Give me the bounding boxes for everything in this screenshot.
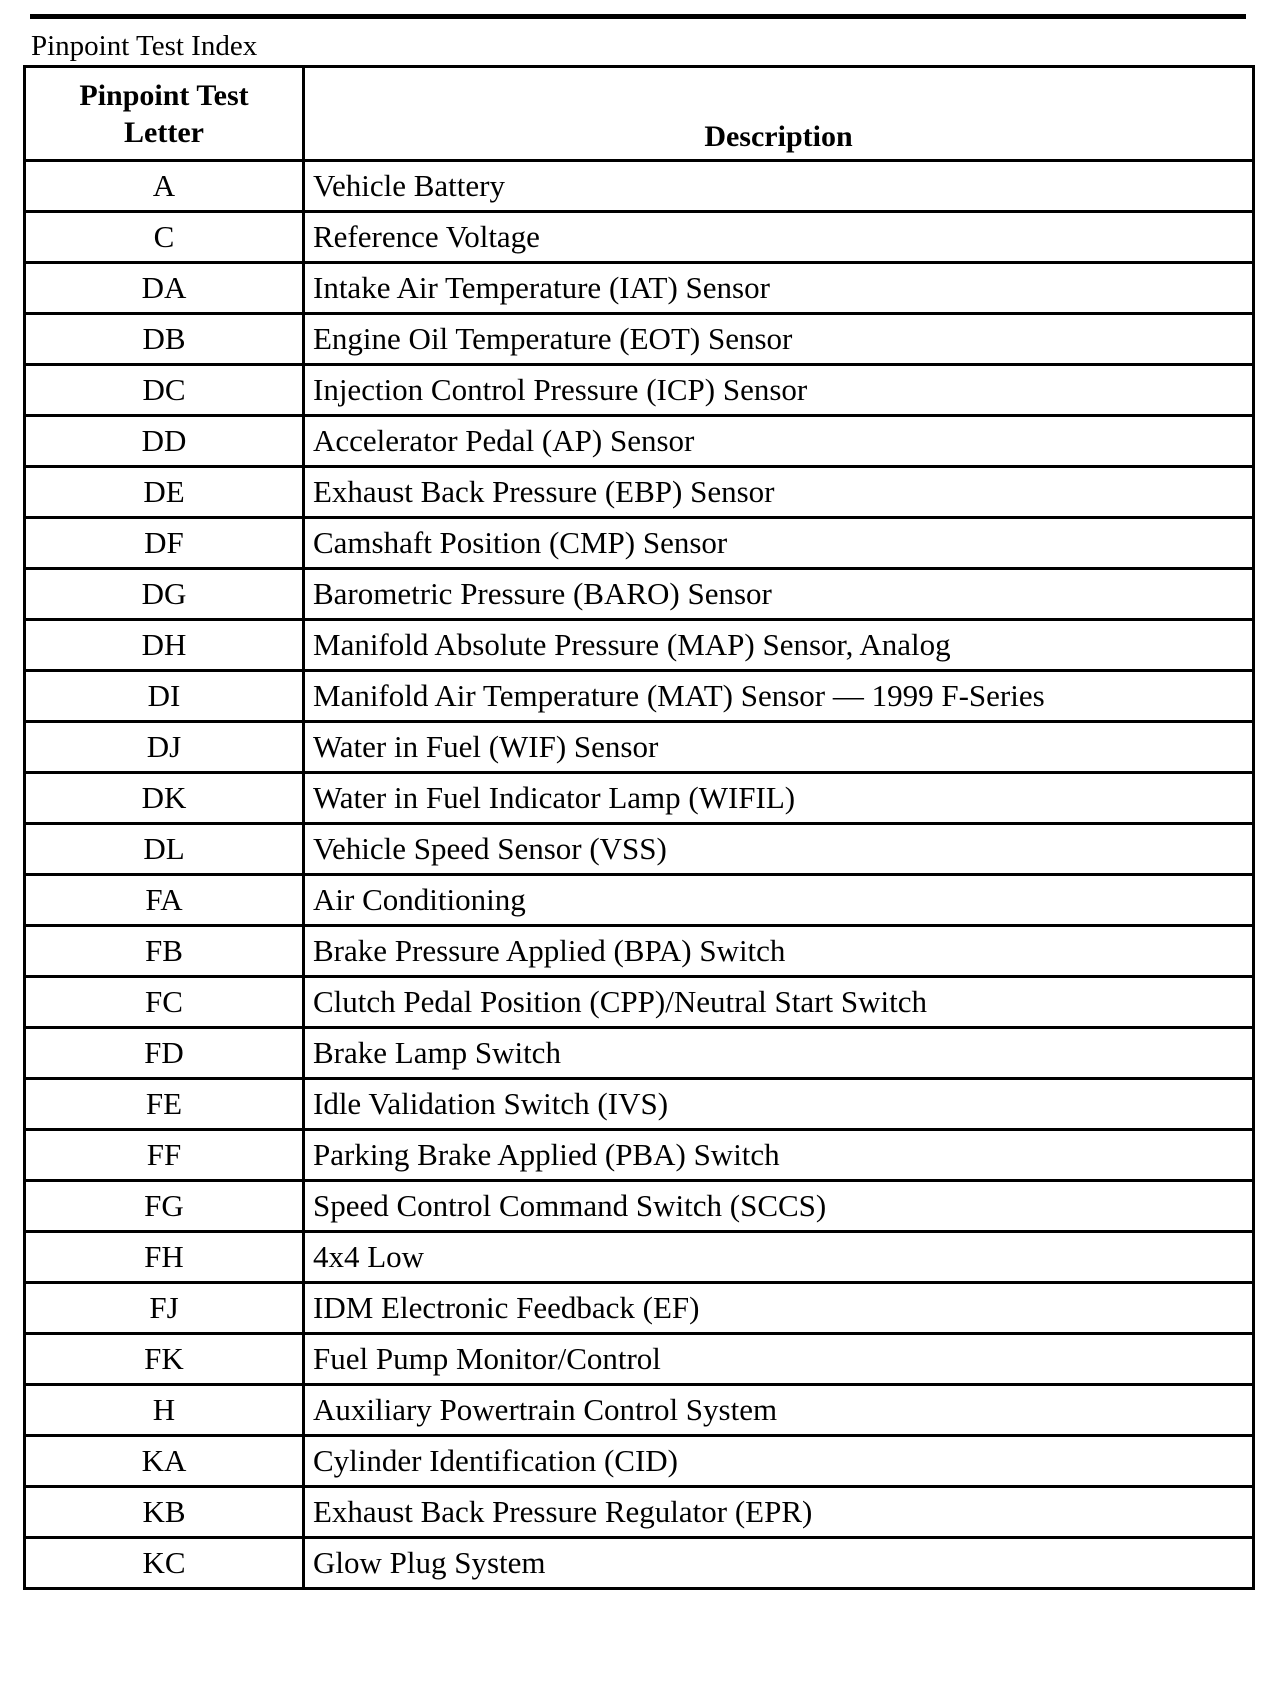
table-row [25, 1232, 1254, 1283]
description-cell: IDM Electronic Feedback (EF) [304, 1283, 1254, 1334]
description-cell: Clutch Pedal Position (CPP)/Neutral Start Switch [304, 977, 1254, 1028]
table-row [25, 569, 1254, 620]
header-description: Description [304, 67, 1254, 161]
table-row [25, 1283, 1254, 1334]
description-cell: Auxiliary Powertrain Control System [304, 1385, 1254, 1436]
description-cell: Accelerator Pedal (AP) Sensor [304, 416, 1254, 467]
table-row [25, 824, 1254, 875]
test-letter-cell: DG [25, 569, 304, 620]
description-cell: Air Conditioning [304, 875, 1254, 926]
description-cell: Intake Air Temperature (IAT) Sensor [304, 263, 1254, 314]
test-letter-cell: KB [25, 1487, 304, 1538]
description-cell: Fuel Pump Monitor/Control [304, 1334, 1254, 1385]
table-row [25, 1385, 1254, 1436]
table-row [25, 1181, 1254, 1232]
table-row [25, 416, 1254, 467]
table-row [25, 1436, 1254, 1487]
description-cell: Water in Fuel (WIF) Sensor [304, 722, 1254, 773]
top-rule [30, 14, 1246, 19]
test-letter-cell: DK [25, 773, 304, 824]
test-letter-cell: FC [25, 977, 304, 1028]
table-row [25, 620, 1254, 671]
table-row [25, 875, 1254, 926]
header-letter-line-1: Pinpoint Test [79, 78, 249, 112]
description-cell: Vehicle Battery [304, 161, 1254, 212]
description-cell: 4x4 Low [304, 1232, 1254, 1283]
description-cell: Vehicle Speed Sensor (VSS) [304, 824, 1254, 875]
description-cell: Brake Lamp Switch [304, 1028, 1254, 1079]
test-letter-cell: FA [25, 875, 304, 926]
description-cell: Injection Control Pressure (ICP) Sensor [304, 365, 1254, 416]
table-row [25, 722, 1254, 773]
description-cell: Water in Fuel Indicator Lamp (WIFIL) [304, 773, 1254, 824]
table-row [25, 977, 1254, 1028]
description-cell: Idle Validation Switch (IVS) [304, 1079, 1254, 1130]
table-row [25, 671, 1254, 722]
test-letter-cell: H [25, 1385, 304, 1436]
test-letter-cell: DC [25, 365, 304, 416]
table-row [25, 161, 1254, 212]
test-letter-cell: C [25, 212, 304, 263]
test-letter-cell: FD [25, 1028, 304, 1079]
header-row [25, 67, 1254, 161]
description-cell: Manifold Absolute Pressure (MAP) Sensor, Analog [304, 620, 1254, 671]
table-row [25, 314, 1254, 365]
test-letter-cell: A [25, 161, 304, 212]
test-letter-cell: FH [25, 1232, 304, 1283]
test-letter-cell: FF [25, 1130, 304, 1181]
test-letter-cell: DE [25, 467, 304, 518]
description-cell: Manifold Air Temperature (MAT) Sensor — 1999 F-Series [304, 671, 1254, 722]
test-letter-cell: KC [25, 1538, 304, 1589]
description-cell: Engine Oil Temperature (EOT) Sensor [304, 314, 1254, 365]
table-row [25, 263, 1254, 314]
test-letter-cell: FK [25, 1334, 304, 1385]
table-row [25, 1538, 1254, 1589]
table-caption: Pinpoint Test Index [31, 30, 258, 62]
table-row [25, 926, 1254, 977]
table-row [25, 1487, 1254, 1538]
description-cell: Reference Voltage [304, 212, 1254, 263]
description-cell: Camshaft Position (CMP) Sensor [304, 518, 1254, 569]
test-letter-cell: FJ [25, 1283, 304, 1334]
header-letter-line-2: Letter [124, 115, 204, 149]
test-letter-cell: DD [25, 416, 304, 467]
pinpoint-test-index-table [23, 65, 1255, 1590]
description-cell: Speed Control Command Switch (SCCS) [304, 1181, 1254, 1232]
description-cell: Parking Brake Applied (PBA) Switch [304, 1130, 1254, 1181]
description-cell: Cylinder Identification (CID) [304, 1436, 1254, 1487]
table-row [25, 212, 1254, 263]
header-pinpoint-test-letter [25, 67, 304, 161]
description-cell: Brake Pressure Applied (BPA) Switch [304, 926, 1254, 977]
test-letter-cell: DI [25, 671, 304, 722]
table-row [25, 1130, 1254, 1181]
test-letter-cell: DB [25, 314, 304, 365]
description-cell: Exhaust Back Pressure Regulator (EPR) [304, 1487, 1254, 1538]
description-cell: Glow Plug System [304, 1538, 1254, 1589]
test-letter-cell: DA [25, 263, 304, 314]
test-letter-cell: DJ [25, 722, 304, 773]
description-cell: Barometric Pressure (BARO) Sensor [304, 569, 1254, 620]
table-row [25, 1334, 1254, 1385]
table-row [25, 467, 1254, 518]
table-row [25, 365, 1254, 416]
test-letter-cell: DF [25, 518, 304, 569]
test-letter-cell: FB [25, 926, 304, 977]
table-body [25, 161, 1254, 1589]
test-letter-cell: FG [25, 1181, 304, 1232]
test-letter-cell: DH [25, 620, 304, 671]
description-cell: Exhaust Back Pressure (EBP) Sensor [304, 467, 1254, 518]
table-row [25, 1079, 1254, 1130]
test-letter-cell: DL [25, 824, 304, 875]
table-row [25, 518, 1254, 569]
test-letter-cell: FE [25, 1079, 304, 1130]
table-row [25, 1028, 1254, 1079]
test-letter-cell: KA [25, 1436, 304, 1487]
table-row [25, 773, 1254, 824]
